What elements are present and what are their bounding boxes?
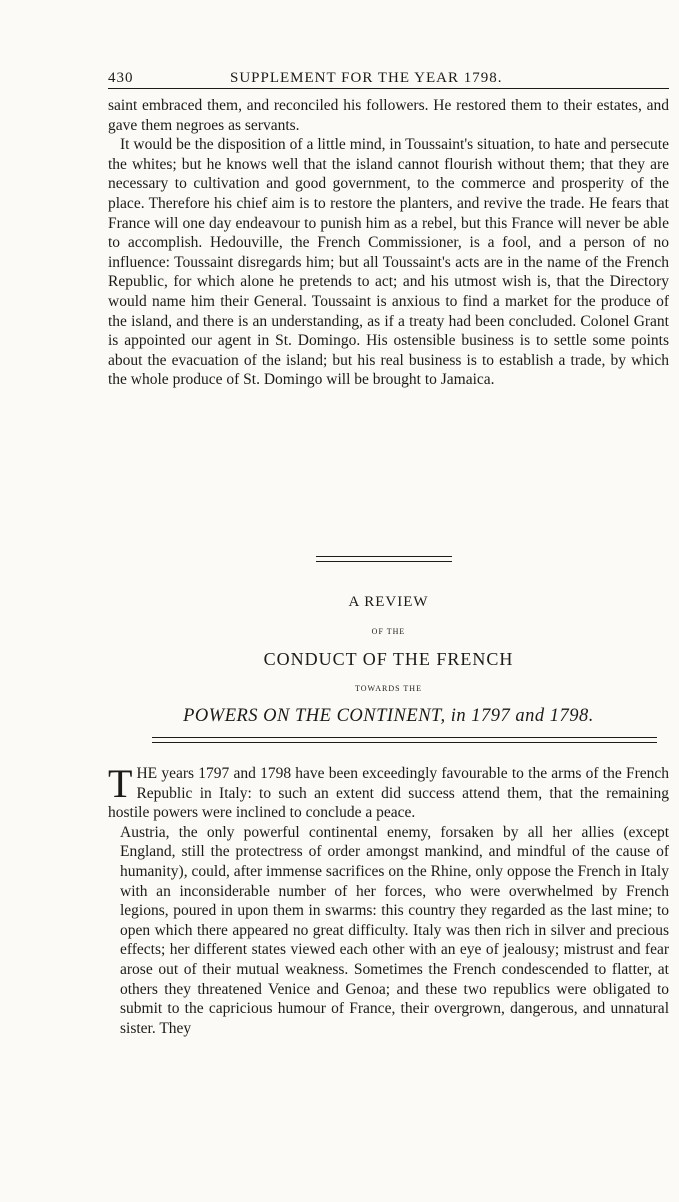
paragraph: Austria, the only powerful continental enemy, forsaken by all her allies (except England, still the protectress of order amongst mankind, and mindful of the cause of humanity), could, after immense sacrifices on the Rhine, only oppose the French in Italy with an inconsiderable number of her forces, who were overwhelmed by French legions, poured in upon them in swarms: this country they regarded as the last mine; to open which there appeared no great difficulty. Italy was then rich in silver and precious effects; her different states viewed each other with an eye of jealousy; mistrust and fear arose out of their mutual weakness. Sometimes the French condescended to flatter, at others they threatened Venice and Genoa; and these two republics were obligated to submit to the capricious humour of France, their overgrown, dangerous, and unnatural sister. They — [120, 823, 669, 1037]
article-title-line: POWERS ON THE CONTINENT, in 1797 and 1798. — [183, 706, 594, 726]
paragraph: saint embraced them, and reconciled his followers. He restored them to their estates, and gave them negroes as servants. — [108, 97, 669, 134]
ornament-rule — [316, 561, 452, 562]
header-rule — [108, 88, 669, 89]
continued-text — [108, 96, 669, 390]
article-title-line: OF THE — [371, 627, 406, 636]
article-title-line: CONDUCT OF THE FRENCH — [263, 649, 514, 669]
article-body — [108, 761, 669, 1038]
article-title-line: TOWARDS THE — [355, 684, 422, 693]
ornament-rule — [316, 556, 452, 557]
running-head: SUPPLEMENT FOR THE YEAR 1798. — [230, 70, 503, 86]
page-number: 430 — [108, 70, 134, 86]
paragraph: It would be the disposition of a little mind, in Toussaint's situation, to hate and persecute the whites; but he knows well that the island cannot flourish without them; that they are necessary to cultivation and good government, to the commerce and prosperity of the place. Therefore his chief aim is to restore the planters, and revive the trade. He fears that France will one day endeavour to punish him as a rebel, but this France will never be able to accomplish. Hedouville, the French Commissioner, is a fool, and a person of no influence: Toussaint disregards him; but all Toussaint's acts are in the name of the French Republic, for which alone he pretends to act; and his utmost wish is, that the Directory would name him their General. Toussaint is anxious to find a market for the produce of the island, and there is an understanding, as if a treaty had been concluded. Colonel Grant is appointed our agent in St. Domingo. His ostensible business is to settle some points about the evacuation of the island; but his real business is to establish a trade, by which the whole produce of St. Domingo will be brought to Jamaica. — [108, 136, 669, 389]
article-title-line: A REVIEW — [348, 594, 429, 610]
drop-cap: T — [108, 761, 133, 806]
title-rule — [152, 737, 657, 738]
paragraph: HE years 1797 and 1798 have been exceedingly favourable to the arms of the French Republic in Italy: to such an extent did success attend them, that the remaining hostile powers were inclined to conclude a peace. — [108, 765, 669, 822]
title-rule — [152, 742, 657, 743]
